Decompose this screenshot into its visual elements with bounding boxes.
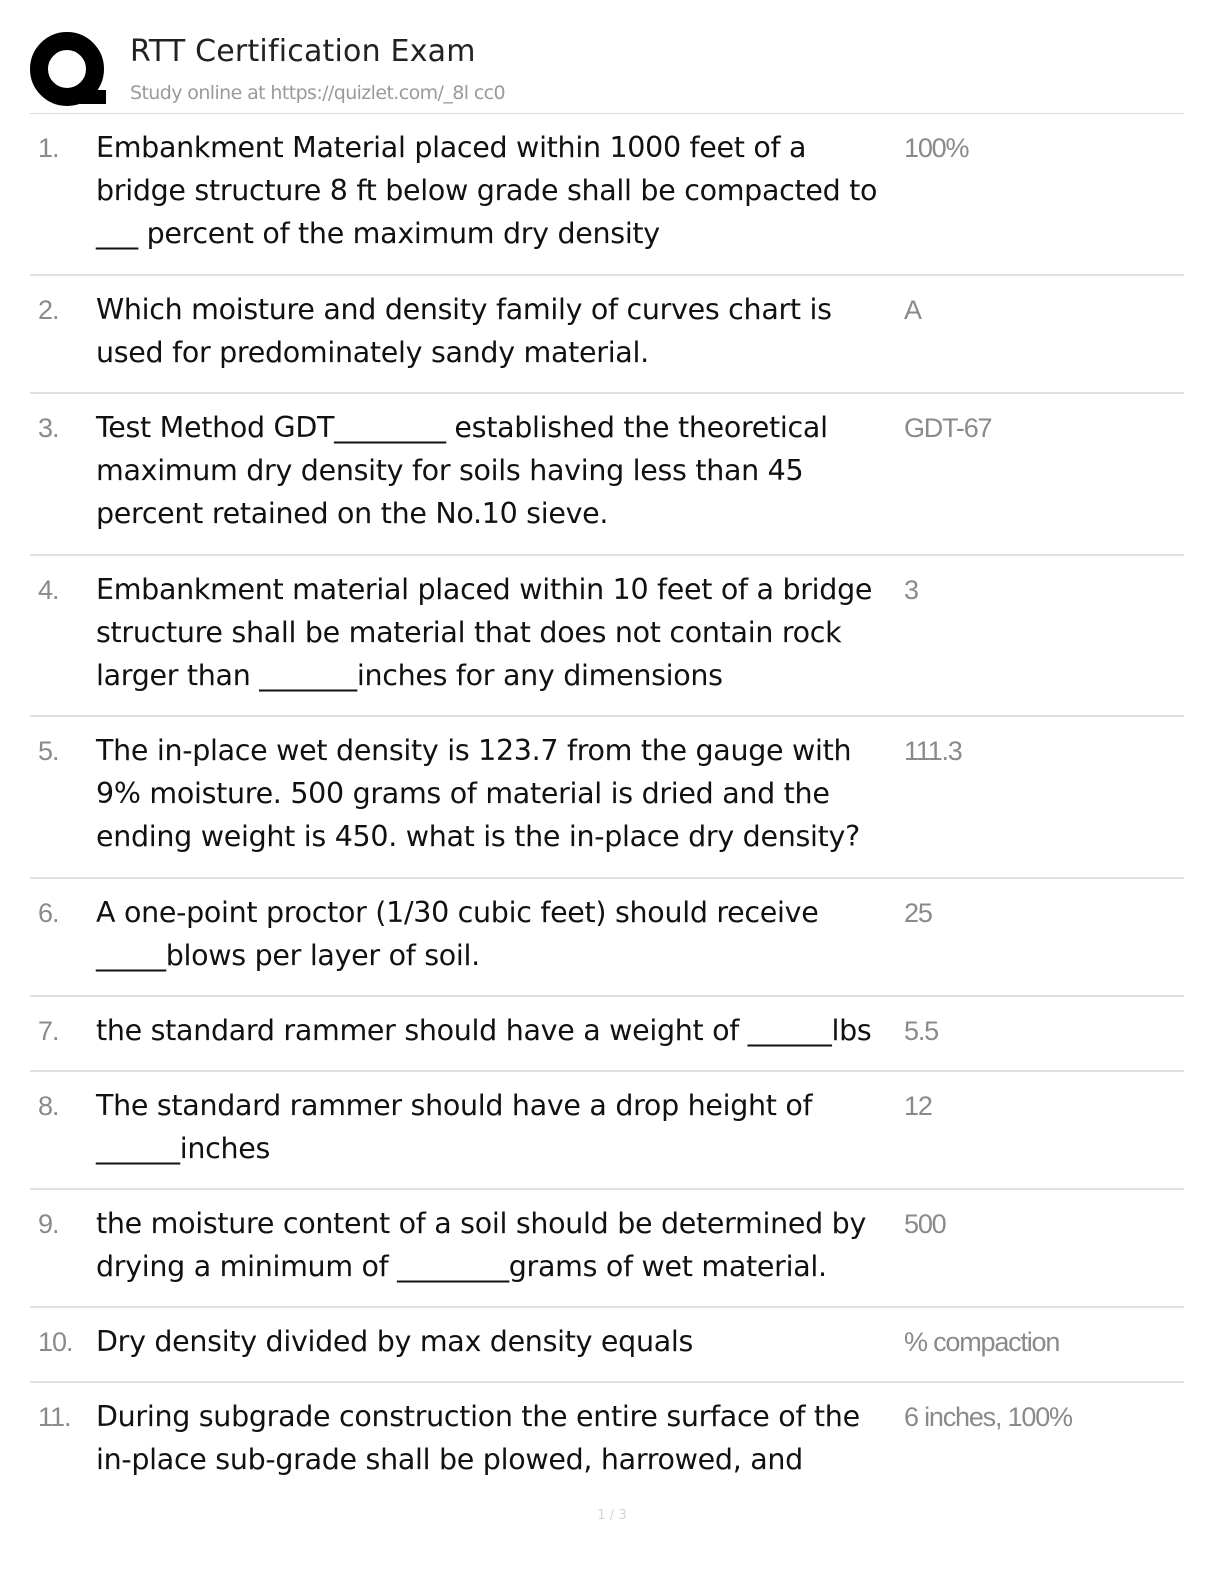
card-term: The standard rammer should have a drop height of ______inches (96, 1089, 822, 1165)
card-term: Dry density divided by max density equals (96, 1325, 694, 1358)
card-number: 7. (38, 1016, 59, 1046)
flashcard (30, 394, 1184, 556)
card-definition: 3 (904, 575, 918, 605)
card-definition: 6 inches, 100% (904, 1402, 1072, 1432)
card-number: 9. (38, 1209, 59, 1239)
card-number: 4. (38, 575, 59, 605)
card-number: 11. (38, 1402, 71, 1432)
page-number: 1 / 3 (597, 1508, 627, 1523)
card-definition: 5.5 (904, 1016, 938, 1046)
page-header (30, 28, 1190, 114)
card-number: 2. (38, 295, 59, 325)
flashcard (30, 879, 1184, 997)
card-term: Which moisture and density family of curves chart is used for predominately sandy material. (96, 293, 841, 369)
card-term: The in-place wet density is 123.7 from the gauge with 9% moisture. 500 grams of material is dried and the ending weight is 450. what is the in-place dry density? (96, 734, 861, 853)
card-definition: A (904, 295, 921, 325)
card-number: 3. (38, 413, 59, 443)
flashcard (30, 717, 1184, 879)
flashcard (30, 1072, 1184, 1190)
card-number: 1. (38, 133, 59, 163)
flashcard (30, 556, 1184, 717)
card-definition: 500 (904, 1209, 946, 1239)
card-term: A one-point proctor (1/30 cubic feet) should receive _____blows per layer of soil. (96, 896, 828, 972)
card-definition: 111.3 (904, 736, 962, 766)
card-term: Embankment material placed within 10 feet of a bridge structure shall be material that does not contain rock larger than _______inches for any dimensions (96, 573, 881, 692)
flashcard (30, 276, 1184, 394)
card-term: During subgrade construction the entire surface of the in-place sub-grade shall be plowed, harrowed, and (96, 1400, 869, 1476)
page-title: RTT Certification Exam (130, 34, 476, 69)
card-number: 5. (38, 736, 59, 766)
card-definition: GDT-67 (904, 413, 992, 443)
card-definition: 12 (904, 1091, 932, 1121)
card-number: 6. (38, 898, 59, 928)
card-definition: 25 (904, 898, 932, 928)
study-link[interactable]: Study online at https://quizlet.com/_8l cc0 (130, 82, 506, 104)
quizlet-logo-icon (30, 32, 108, 110)
flashcard (30, 1308, 1184, 1383)
card-definition: % compaction (904, 1327, 1060, 1357)
card-definition: 100% (904, 133, 969, 163)
card-term: Test Method GDT________ established the theoretical maximum dry density for soils having less than 45 percent retained on the No.10 sieve. (96, 411, 837, 530)
flashcard (30, 997, 1184, 1072)
card-term: Embankment Material placed within 1000 feet of a bridge structure 8 ft below grade shall be compacted to ___ percent of the maximum dry density (96, 131, 886, 250)
flashcard (30, 1190, 1184, 1308)
card-number: 10. (38, 1327, 73, 1357)
flashcard-list (30, 114, 1184, 1493)
card-term: the moisture content of a soil should be determined by drying a minimum of ________grams of wet material. (96, 1207, 875, 1283)
card-number: 8. (38, 1091, 59, 1121)
flashcard (30, 114, 1184, 276)
card-term: the standard rammer should have a weight of ______lbs (96, 1014, 872, 1047)
flashcard (30, 1383, 1184, 1493)
